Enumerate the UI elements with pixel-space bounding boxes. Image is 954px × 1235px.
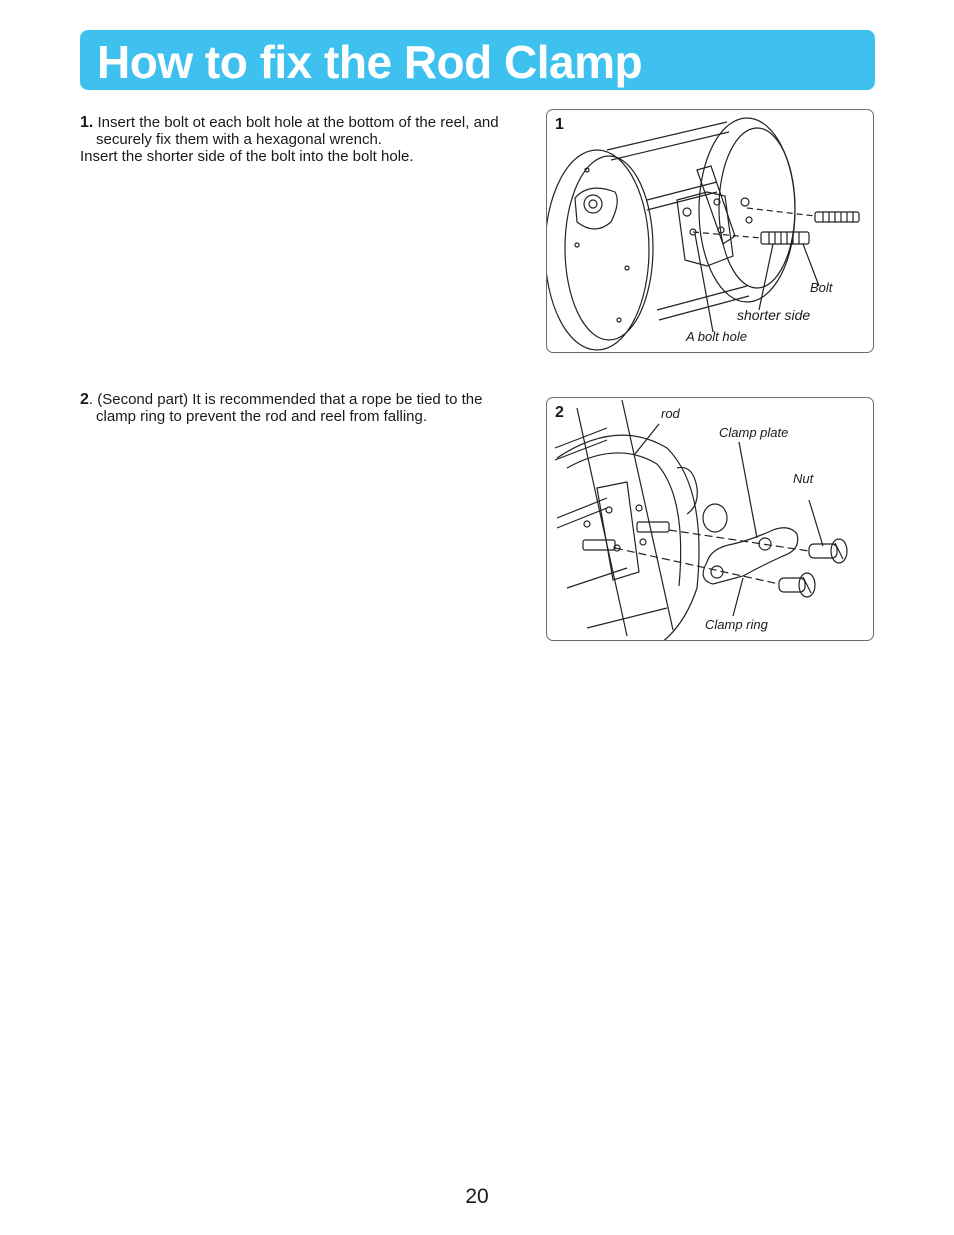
step-2-line-2: clamp ring to prevent the rod and reel from falling. [96,408,428,425]
figure-2-number: 2 [555,404,564,421]
label-bolt-hole: A bolt hole [686,329,747,344]
figure-1-number: 1 [555,116,564,133]
page-number: 20 [465,1185,489,1208]
figure-2 [546,397,874,641]
nut-lower [779,573,815,597]
clamp-ring-illustration [547,398,874,641]
label-clamp-ring: Clamp ring [705,617,768,632]
bolt-lower [761,232,809,244]
label-shorter-side: shorter side [737,307,811,323]
label-bolt: Bolt [810,280,833,295]
reel-bolt-illustration [547,110,874,353]
page-title: How to fix the Rod Clamp [97,36,643,88]
title-banner [80,30,875,90]
label-rod: rod [661,406,680,421]
step-2-line-1: . (Second part) It is recommended that a rope be tied to the [88,391,483,408]
step-1-line-2: securely fix them with a hexagonal wrench. [96,131,382,148]
step-1-number: 1. [80,114,94,131]
step-1-line-3: Insert the shorter side of the bolt into the bolt hole. [80,148,414,165]
label-clamp-plate: Clamp plate [719,425,789,440]
step-2-number: 2 [80,391,89,408]
step-2-text [80,391,520,425]
step-1-line-1: Insert the bolt ot each bolt hole at the bottom of the reel, and [97,114,499,131]
step-1-text [80,114,525,165]
nut-upper [809,539,847,563]
bolt-upper [815,212,859,222]
figure-1 [546,109,874,353]
label-nut: Nut [793,471,814,486]
